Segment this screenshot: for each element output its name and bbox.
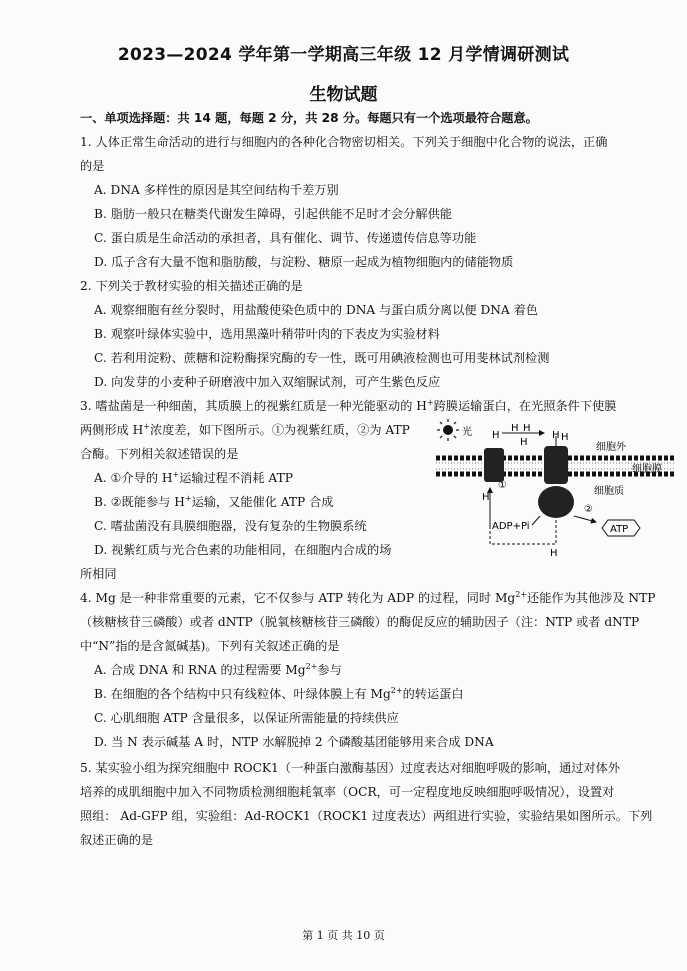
q1-stem-line2: 的是 <box>80 159 105 173</box>
q3-stem-line1: 3. 嗜盐菌是一种细菌，其质膜上的视紫红质是一种光能驱动的 H+跨膜运输蛋白，在光照条件下使膜 <box>80 397 617 413</box>
membrane-label: 细胞膜 <box>632 464 662 475</box>
q5-stem-line3: 照组： Ad-GFP 组，实验组：Ad-ROCK1（ROCK1 过度表达）两组进行实验，实验结果如图所示。下列 <box>80 809 653 823</box>
rhodopsin-protein <box>484 448 504 482</box>
q3-option-d: D. 视紫红质与光合色素的功能相同，在细胞内合成的场 <box>94 543 392 557</box>
exam-title: 2023—2024 学年第一学期高三年级 12 月学情调研测试 <box>117 45 570 65</box>
cytoplasm-label: 细胞质 <box>594 486 624 497</box>
circle-label-1: ① <box>498 480 507 491</box>
q1-option-c: C. 蛋白质是生命活动的承担者，具有催化、调节、传递遗传信息等功能 <box>94 231 477 245</box>
h-label-7: H <box>482 492 490 503</box>
q1-option-d: D. 瓜子含有大量不饱和脂肪酸，与淀粉、糖原一起成为植物细胞内的储能物质 <box>94 255 514 269</box>
h-label-5: H <box>552 430 560 441</box>
q2-option-a: A. 观察细胞有丝分裂时，用盐酸使染色质中的 DNA 与蛋白质分离以便 DNA 着色 <box>94 303 538 317</box>
h-label-bottom: H <box>550 548 558 558</box>
page-footer: 第 1 页 共 10 页 <box>302 929 385 942</box>
q2-option-c: C. 若利用淀粉、蔗糖和淀粉酶探究酶的专一性，既可用碘液检测也可用斐林试剂检测 <box>94 351 550 365</box>
q1-option-a: A. DNA 多样性的原因是其空间结构千差万别 <box>94 183 339 197</box>
outside-label: 细胞外 <box>596 442 626 453</box>
q5-stem-line1: 5. 某实验小组为探究细胞中 ROCK1（一种蛋白激酶基因）过度表达对细胞呼吸的影响，通过对体外 <box>80 761 621 775</box>
light-label: 光 <box>462 427 472 438</box>
q2-stem: 2. 下列关于教材实验的相关描述正确的是 <box>80 279 303 293</box>
h-label-1: H <box>492 430 500 441</box>
q4-option-d: D. 当 N 表示碱基 A 时，NTP 水解脱掉 2 个磷酸基团能够用来合成 DNA <box>94 735 494 749</box>
h-label-4: H <box>520 437 528 448</box>
q3-option-b: B. ②既能参与 H+运输，又能催化 ATP 合成 <box>94 493 334 509</box>
adp-label: ADP+Pi <box>492 521 530 532</box>
q4-option-b: B. 在细胞的各个结构中只有线粒体、叶绿体膜上有 $Mg^{2+}$的转运蛋白 <box>94 685 464 701</box>
q5-stem-line2: 培养的成肌细胞中加入不同物质检测细胞耗氧率（OCR，可一定程度地反映细胞呼吸情况），设置对 <box>80 785 615 799</box>
membrane-transport-diagram <box>436 416 676 558</box>
q3-option-d-continued: 所相同 <box>80 567 117 581</box>
subject-title: 生物试题 <box>309 85 378 105</box>
q3-option-c: C. 嗜盐菌没有具膜细胞器，没有复杂的生物膜系统 <box>94 519 367 533</box>
h-label-3: H <box>523 423 531 434</box>
sun-icon <box>437 419 459 441</box>
q5-stem-line4: 叙述正确的是 <box>80 833 154 847</box>
q4-option-c: C. 心肌细胞 ATP 含量很多，以保证所需能量的持续供应 <box>94 711 399 725</box>
q3-option-a: A. ①介导的 H+运输过程不消耗 ATP <box>94 469 293 485</box>
atp-synthase-head <box>538 486 574 518</box>
q4-stem-line2: （核糖核苷三磷酸）或者 dNTP（脱氧核糖核苷三磷酸）的酶促反应的辅助因子（注：NTP 或者 dNTP <box>80 615 640 629</box>
section-heading: 一、单项选择题：共 14 题，每题 2 分，共 28 分。每题只有一个选项最符合题意。 <box>80 111 538 125</box>
q4-option-a: A. 合成 DNA 和 RNA 的过程需要 $Mg^{2+}$参与 <box>94 661 342 677</box>
atp-synthase-channel <box>544 446 568 484</box>
h-label-6: H <box>561 432 569 443</box>
circle-label-2: ② <box>584 504 593 515</box>
h-label-2: H <box>511 423 519 434</box>
q1-option-b: B. 脂肪一般只在糖类代谢发生障碍，引起供能不足时才会分解供能 <box>94 207 452 221</box>
atp-label: ATP <box>610 524 629 535</box>
q4-stem-line3: 中“N”指的是含氮碱基)。下列有关叙述正确的是 <box>80 639 340 653</box>
q4-stem-line1: 4. Mg 是一种非常重要的元素，它不仅参与 ATP 转化为 ADP 的过程，同时 $Mg^{2+}$还能作为其他涉及 NTP <box>80 589 656 605</box>
q2-option-d: D. 向发芽的小麦种子研磨液中加入双缩脲试剂，可产生紫色反应 <box>94 375 441 389</box>
q2-option-b: B. 观察叶绿体实验中，选用黑藻叶稍带叶肉的下表皮为实验材料 <box>94 327 440 341</box>
q1-stem-line1: 1. 人体正常生命活动的进行与细胞内的各种化合物密切相关。下列关于细胞中化合物的说法，正确 <box>80 135 608 149</box>
q3-stem-line3: 合酶。下列相关叙述错误的是 <box>80 447 239 461</box>
q3-stem-line2: 两侧形成 H+浓度差，如下图所示。①为视紫红质，②为 ATP <box>80 421 410 437</box>
